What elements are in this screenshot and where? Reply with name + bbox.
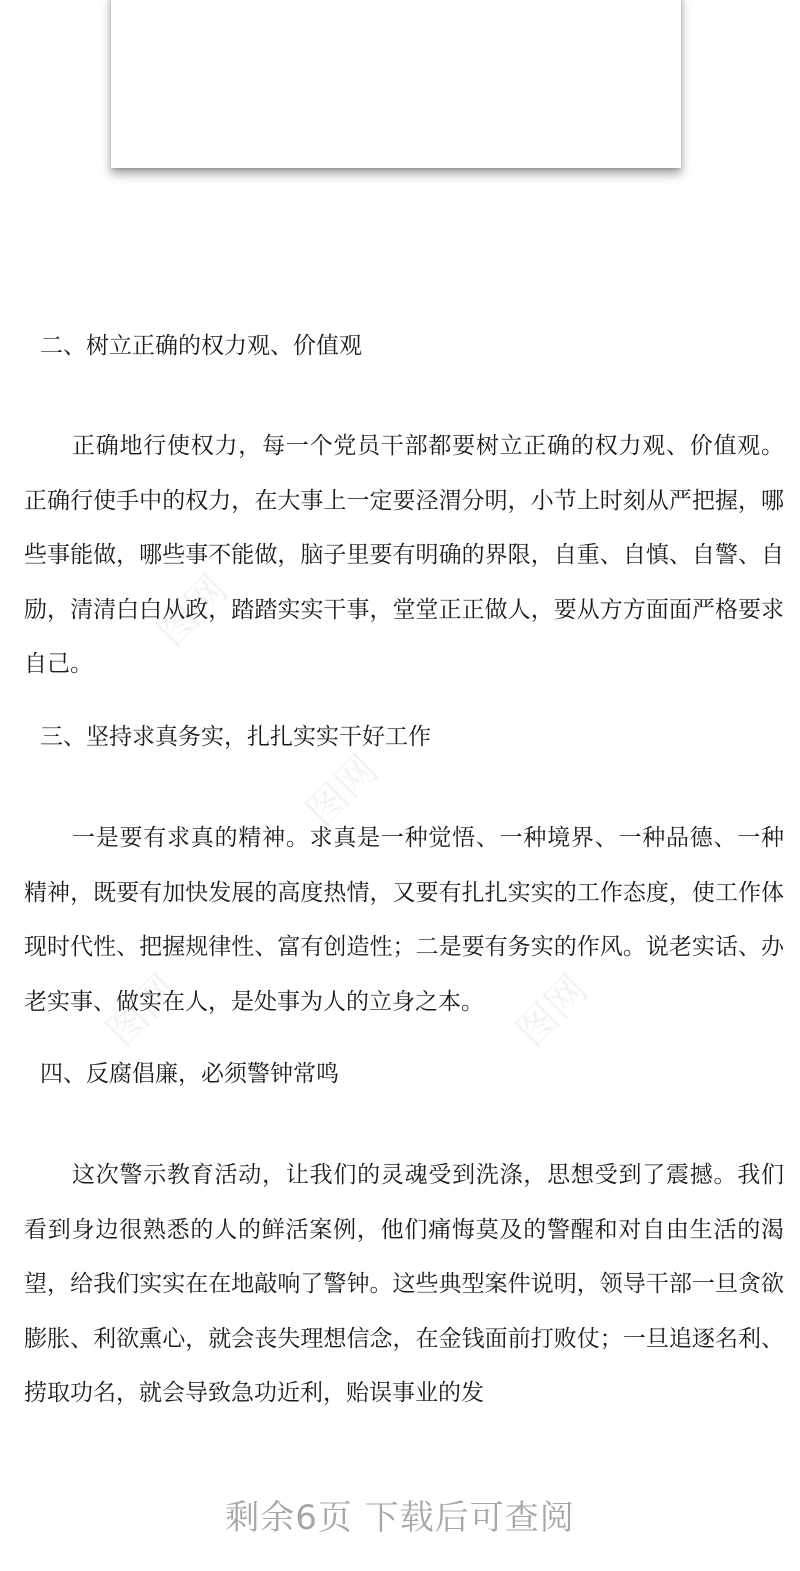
download-prompt-footer[interactable] bbox=[0, 1420, 800, 1571]
watermark: 图网 bbox=[507, 966, 598, 1056]
section-paragraph: 正确地行使权力，每一个党员干部都要树立正确的权力观、价值观。正确行使手中的权力，在大事上一定要泾渭分明，小节上时刻从严把握，哪些事能做，哪些事不能做，脑子里要有明确的界限，自重、自慎、自警、自励，清清白白从政，踏踏实实干事，堂堂正正做人，要从方方面面严格要求自己。 bbox=[24, 433, 784, 677]
watermark: 图网 bbox=[147, 566, 238, 656]
watermark: 图网 bbox=[297, 746, 388, 836]
section-heading: 二、树立正确的权力观、价值观 bbox=[40, 333, 362, 359]
section-paragraph: 这次警示教育活动，让我们的灵魂受到洗涤，思想受到了震撼。我们看到身边很熟悉的人的鲜活案例，他们痛悔莫及的警醒和对自由生活的渴望，给我们实实在在地敲响了警钟。这些典型案件说明，领导干部一旦贪欲膨胀、利欲熏心，就会丧失理想信念，在金钱面前打败仗；一旦追逐名利、捞取功名，就会导致急功近利，贻误事业的发 bbox=[24, 1162, 784, 1406]
previous-page-card bbox=[111, 0, 681, 168]
section-heading: 四、反腐倡廉，必须警钟常鸣 bbox=[40, 1061, 339, 1087]
section-heading: 三、坚持求真务实，扎扎实实干好工作 bbox=[40, 724, 431, 750]
watermark: 图网 bbox=[97, 966, 188, 1056]
section-paragraph: 一是要有求真的精神。求真是一种觉悟、一种境界、一种品德、一种精神，既要有加快发展的高度热情，又要有扎扎实实的工作态度，使工作体现时代性、把握规律性、富有创造性；二是要有务实的作风。说老实话、办老实事、做实在人，是处事为人的立身之本。 bbox=[24, 825, 784, 1015]
remaining-pages-label[interactable]: 剩余6页 下载后可查阅 bbox=[225, 1498, 575, 1538]
